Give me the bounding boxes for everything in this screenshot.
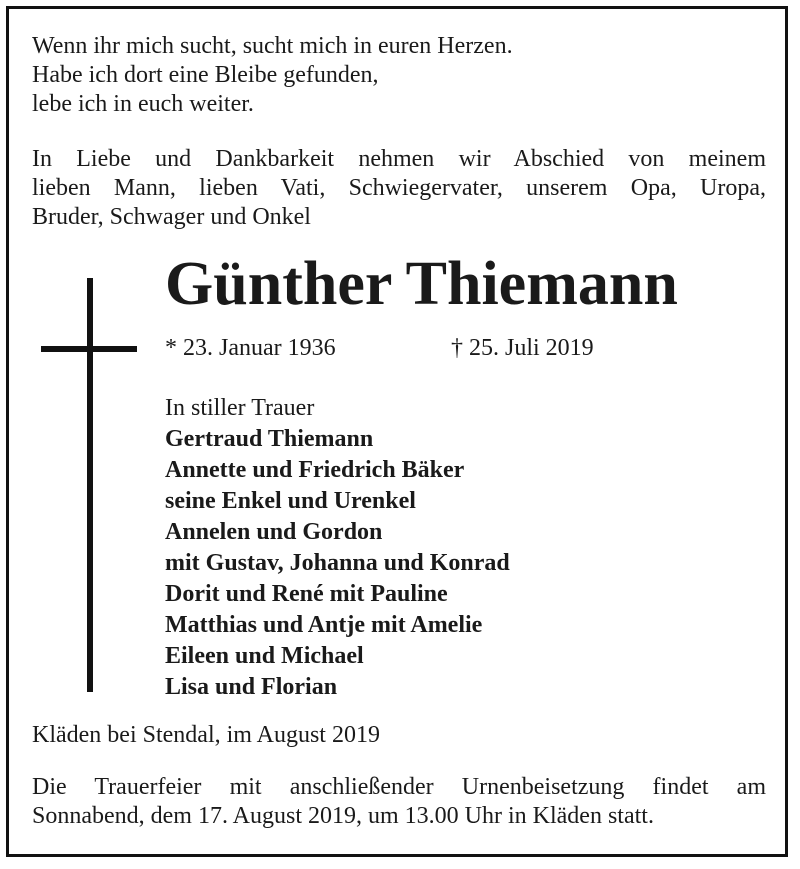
mourner-name: Annelen und Gordon xyxy=(165,519,383,545)
mourner-name: Dorit und René mit Pauline xyxy=(165,581,448,607)
mourner-name: mit Gustav, Johanna und Konrad xyxy=(165,550,510,576)
mourner-name: Lisa und Florian xyxy=(165,674,338,700)
deceased-name: Günther Thiemann xyxy=(165,250,678,318)
poem-line: Wenn ihr mich sucht, sucht mich in euren Herzen. xyxy=(32,33,513,59)
intro-text xyxy=(32,145,766,232)
cross-icon-horizontal xyxy=(41,346,137,352)
intro-line: In Liebe und Dankbarkeit nehmen wir Abschied von meinem xyxy=(32,146,766,172)
mourners-heading: In stiller Trauer xyxy=(165,395,315,421)
place-date: Kläden bei Stendal, im August 2019 xyxy=(32,722,380,748)
funeral-info xyxy=(32,773,766,831)
mourner-name: seine Enkel und Urenkel xyxy=(165,488,416,514)
birth-date: * 23. Januar 1936 xyxy=(165,335,336,361)
poem-line: Habe ich dort eine Bleibe gefunden, xyxy=(32,62,379,88)
intro-line: lieben Mann, lieben Vati, Schwiegervater, unserem Opa, Uropa, xyxy=(32,175,766,201)
mourner-name: Matthias und Antje mit Amelie xyxy=(165,612,483,638)
poem xyxy=(32,32,513,119)
intro-line: Bruder, Schwager und Onkel xyxy=(32,204,311,230)
mourner-name: Eileen und Michael xyxy=(165,643,364,669)
mourner-name: Gertraud Thiemann xyxy=(165,426,374,452)
death-date: † 25. Juli 2019 xyxy=(451,335,594,361)
mourners-list xyxy=(165,393,510,703)
funeral-line: Die Trauerfeier mit anschließender Urnenbeisetzung findet am xyxy=(32,774,766,800)
mourner-name: Annette und Friedrich Bäker xyxy=(165,457,465,483)
funeral-line: Sonnabend, dem 17. August 2019, um 13.00 Uhr in Kläden statt. xyxy=(32,803,654,829)
poem-line: lebe ich in euch weiter. xyxy=(32,91,254,117)
cross-icon-vertical xyxy=(87,278,93,692)
